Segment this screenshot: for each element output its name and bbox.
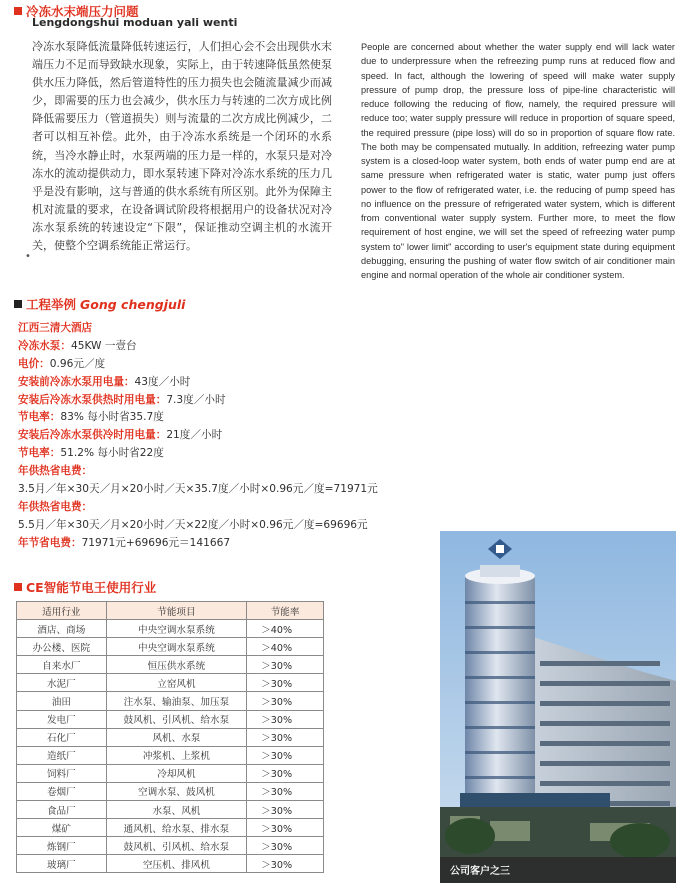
table-row (17, 692, 324, 710)
project-cell: 中央空调水泵系统 (106, 638, 246, 656)
square-bullet-icon (14, 7, 22, 15)
dot-mark: • (25, 251, 31, 262)
detail-line: 电价：0.96元／度 (18, 357, 106, 370)
table-row (17, 674, 324, 692)
table-row (17, 620, 324, 638)
detail-line: 3.5月／年×30天／月×20小时／天×35.7度／小时×0.96元／度=71971元 (18, 483, 378, 496)
project-cell: 立窑风机 (106, 674, 246, 692)
table-row (17, 801, 324, 819)
client-building-photo (440, 531, 676, 883)
industry-cell: 办公楼、医院 (17, 638, 107, 656)
section-industry-heading (14, 578, 156, 596)
project-cell: 注水泵、输油泵、加压泵 (106, 692, 246, 710)
table-row (17, 855, 324, 873)
rate-cell: ＞30% (247, 746, 324, 764)
header-rate: 节能率 (247, 602, 324, 620)
table-row (17, 656, 324, 674)
project-cell: 空调水泵、鼓风机 (106, 782, 246, 800)
project-name: 江西三清大酒店 (18, 322, 93, 334)
project-cell: 冷却风机 (106, 764, 246, 782)
table-row (17, 782, 324, 800)
industry-cell: 玻璃厂 (17, 855, 107, 873)
industry-cell: 石化厂 (17, 728, 107, 746)
table-row (17, 764, 324, 782)
rate-cell: ＞30% (247, 782, 324, 800)
industry-cell: 卷烟厂 (17, 782, 107, 800)
project-cell: 恒压供水系统 (106, 656, 246, 674)
project-cell: 通风机、给水泵、排水泵 (106, 819, 246, 837)
detail-line: 冷冻水泵：45KW 一壹台 (18, 339, 137, 352)
square-bullet-icon (14, 300, 22, 308)
industry-cell: 酒店、商场 (17, 620, 107, 638)
header-project: 节能项目 (106, 602, 246, 620)
detail-line: 安装后冷冻水泵供冷时用电量：21度／小时 (18, 429, 223, 442)
section-industry-title: CE智能节电王使用行业 (26, 580, 157, 595)
square-bullet-icon (14, 583, 22, 591)
industry-cell: 造纸厂 (17, 746, 107, 764)
industry-cell: 油田 (17, 692, 107, 710)
rate-cell: ＞30% (247, 692, 324, 710)
rate-cell: ＞30% (247, 819, 324, 837)
photo-caption: 公司客户之三 (450, 866, 510, 877)
project-cell: 空压机、排风机 (106, 855, 246, 873)
rate-cell: ＞30% (247, 728, 324, 746)
pressure-english-paragraph: People are concerned about whether the water supply end will lack water due to underpressure when the refreezing pump runs at reduced flow and speed. In fact, although the lowering of speed will make water supply pressure of pump drop, the pressure loss of pipe-line characteristic will reduce following the reducing of flow, namely, the required pressure will reduce too; water supply pressure will reduce in proportion of square speed, the required pressure (pipe loss) will do so in proportion of square flow rate. The both may be compensated mutually. In addition, refreezing water pump system is a closed-loop water system, both ends of water pump end are at same pressure when refrigerated water is static, water pump just offers power to the flow of refrigerated water, i.e. the reducing of pump speed has no influence on the pressure of refrigerated water system, which is different from conventional water supply system. Further more, to meet the flow requirement of host engine, we will set the speed of refreezing water pump system to" lower limit" according to user's equipment state during equipment debugging, ensuring the pushing of water flow switch of air conditioner main engine and normal operation of the whole air conditioner system. (361, 42, 675, 280)
rate-cell: ＞40% (247, 620, 324, 638)
rate-cell: ＞30% (247, 764, 324, 782)
rate-cell: ＞30% (247, 837, 324, 855)
section-project-pinyin: Gong chengjuli (80, 296, 186, 312)
rate-cell: ＞30% (247, 855, 324, 873)
section-pressure-title: 冷冻水末端压力问题 (26, 4, 139, 19)
industry-cell: 炼钢厂 (17, 837, 107, 855)
detail-line: 节电率：51.2% 每小时省22度 (18, 447, 164, 460)
section-project-title: 工程举例 (26, 297, 77, 312)
table-row (17, 819, 324, 837)
table-row (17, 728, 324, 746)
project-cell: 鼓风机、引风机、给水泵 (106, 837, 246, 855)
detail-line: 节电率：83% 每小时省35.7度 (18, 411, 164, 424)
table-header-row (17, 602, 324, 620)
project-cell: 冲浆机、上浆机 (106, 746, 246, 764)
detail-line: 年供热省电费： (18, 465, 93, 478)
table-row (17, 837, 324, 855)
industry-cell: 自来水厂 (17, 656, 107, 674)
detail-line: 安装前冷冻水泵用电量：43度／小时 (18, 375, 191, 388)
industry-cell: 饲料厂 (17, 764, 107, 782)
rate-cell: ＞30% (247, 801, 324, 819)
table-row (17, 638, 324, 656)
table-row (17, 710, 324, 728)
pressure-chinese-paragraph: 冷冻水泵降低流量降低转速运行，人们担心会不会出现供水末端压力不足而导致缺水现象，实际上，由于转速降低虽然使泵供水压力降低，然后管道特性的压力损失也会随流量减少而减少，即需要的压力也会减少，供水压力与转速的二次方成比例降低需要压力（管道损失）则与流量的二次方成比例减少，二者可以相互补偿。此外，由于冷冻水系统是一个闭环的水系统，当冷水静止时，水泵两端的压力是一样的，水泵只是对冷冻水的流动提供动力，即水泵转速下降对冷冻水系统的压力几乎是没有影响，这与普通的供水系统有所区别。此外为保障主机对流量的要求，在设备调试阶段将根据用户的设备状况对冷冻水泵系统的转速设定“下限”，保证推动空调主机的水流开关，使整个空调系统能正常运行。 (32, 40, 332, 253)
industry-table (16, 601, 324, 873)
rate-cell: ＞30% (247, 674, 324, 692)
industry-cell: 水泥厂 (17, 674, 107, 692)
industry-cell: 煤矿 (17, 819, 107, 837)
project-cell: 水泵、风机 (106, 801, 246, 819)
section-project-heading (14, 295, 185, 313)
project-cell: 风机、水泵 (106, 728, 246, 746)
rate-cell: ＞30% (247, 710, 324, 728)
project-cell: 中央空调水泵系统 (106, 620, 246, 638)
project-details (18, 320, 378, 553)
header-industry: 适用行业 (17, 602, 107, 620)
detail-line: 年节省电费：71971元+69696元＝141667 (18, 536, 231, 549)
detail-line: 5.5月／年×30天／月×20小时／天×22度／小时×0.96元／度=69696元 (18, 518, 368, 531)
rate-cell: ＞40% (247, 638, 324, 656)
section-pressure-pinyin: Lengdongshui moduan yali wenti (32, 16, 238, 29)
project-cell: 鼓风机、引风机、给水泵 (106, 710, 246, 728)
detail-line: 安装后冷冻水泵供热时用电量：7.3度／小时 (18, 393, 226, 406)
detail-line: 年供热省电费： (18, 500, 93, 513)
table-row (17, 746, 324, 764)
rate-cell: ＞30% (247, 656, 324, 674)
industry-cell: 食品厂 (17, 801, 107, 819)
industry-cell: 发电厂 (17, 710, 107, 728)
